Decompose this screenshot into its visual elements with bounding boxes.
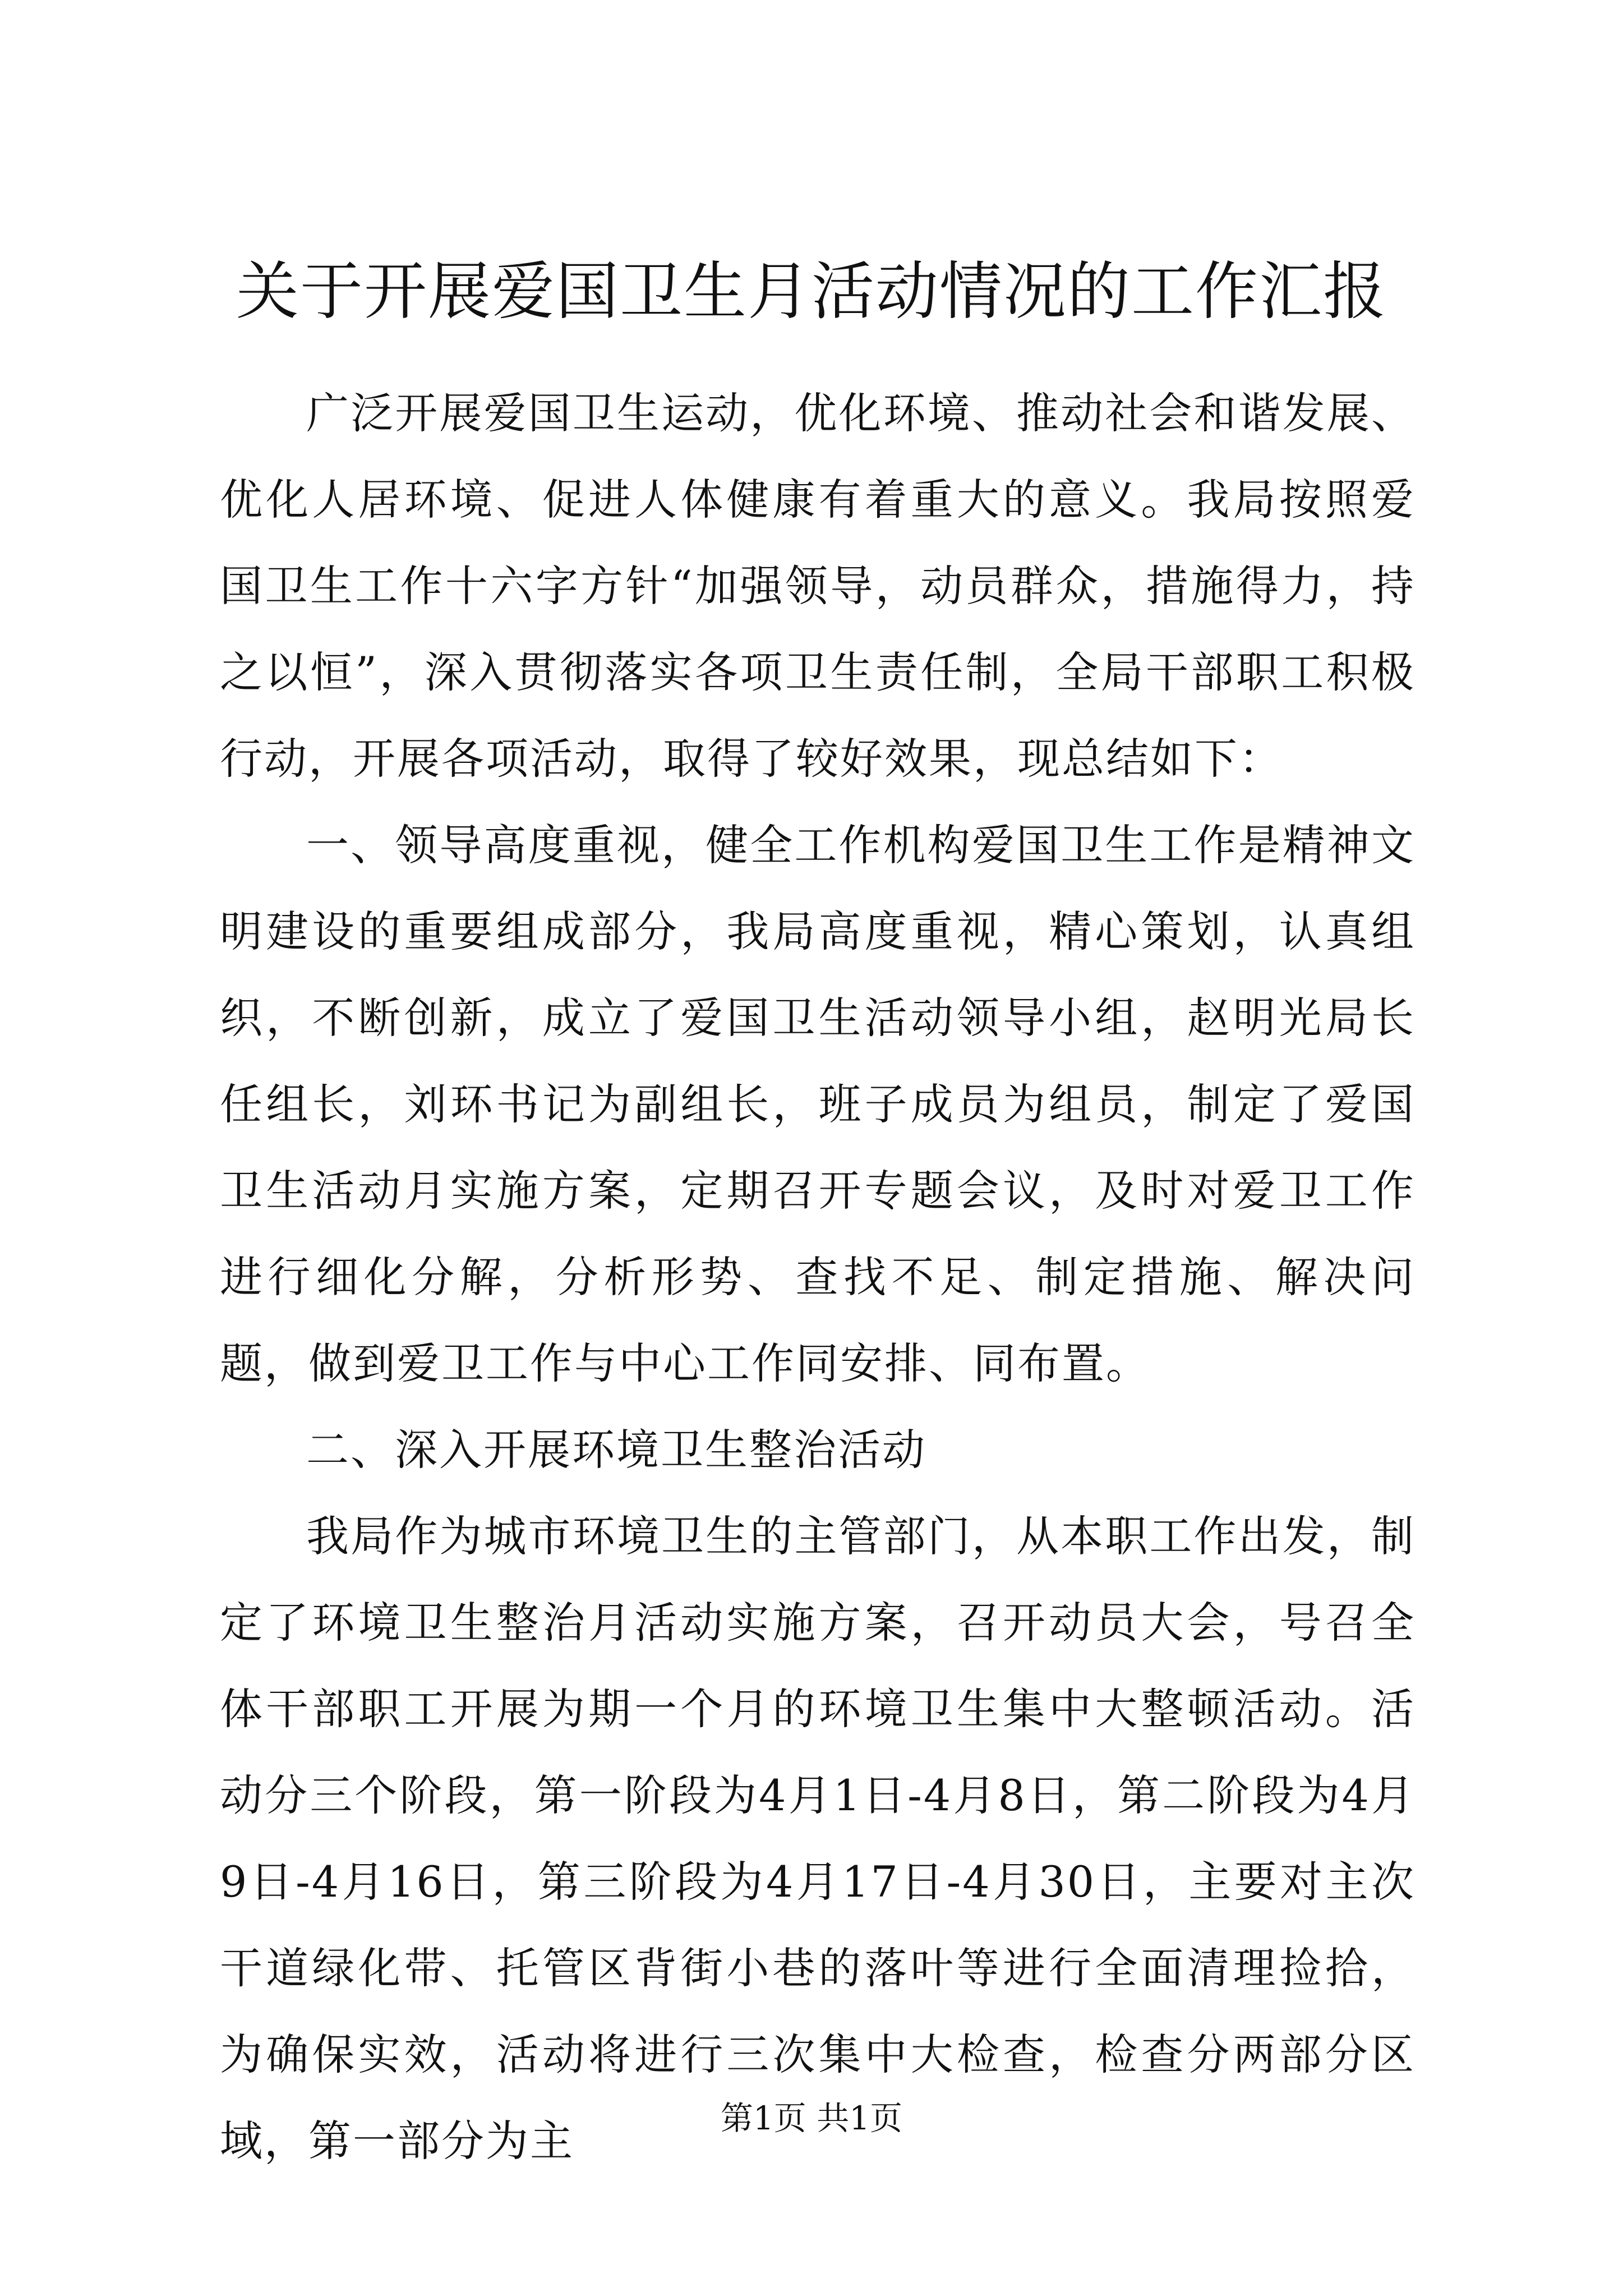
- document-body: [220, 370, 1415, 2184]
- paragraph-section-two-heading: 二、深入开展环境卫生整治活动: [306, 1425, 926, 1475]
- paragraph-section-one: 一、领导高度重视，健全工作机构爱国卫生工作是精神文明建设的重要组成部分，我局高度重视，精心策划，认真组织，不断创新，成立了爱国卫生活动领导小组，赵明光局长任组长，刘环书记为副组长，班子成员为组员，制定了爱国卫生活动月实施方案，定期召开专题会议，及时对爱卫工作进行细化分解，分析形势、查找不足、制定措施、解决问题，做到爱卫工作与中心工作同安排、同布置。: [220, 820, 1415, 1388]
- paragraph-intro: 广泛开展爱国卫生运动，优化环境、推动社会和谐发展、优化人居环境、促进人体健康有着重大的意义。我局按照爱国卫生工作十六字方针“加强领导，动员群众，措施得力，持之以恒”，深入贯彻落实各项卫生责任制，全局干部职工积极行动，开展各项活动，取得了较好效果，现总结如下：: [220, 388, 1415, 784]
- page-number-footer: 第1页 共1页: [720, 2099, 903, 2137]
- document-title: 关于开展爱国卫生月活动情况的工作汇报: [236, 255, 1387, 328]
- paragraph-section-two-body: 我局作为城市环境卫生的主管部门，从本职工作出发，制定了环境卫生整治月活动实施方案，召开动员大会，号召全体干部职工开展为期一个月的环境卫生集中大整顿活动。活动分三个阶段，第一阶段为4月1日-4月8日，第二阶段为4月9日-4月16日，第三阶段为4月17日-4月30日，主要对主次干道绿化带、托管区背街小巷的落叶等进行全面清理捡拾，为确保实效，活动将进行三次集中大检查，检查分两部分区域，第一部分为主: [220, 1511, 1415, 2166]
